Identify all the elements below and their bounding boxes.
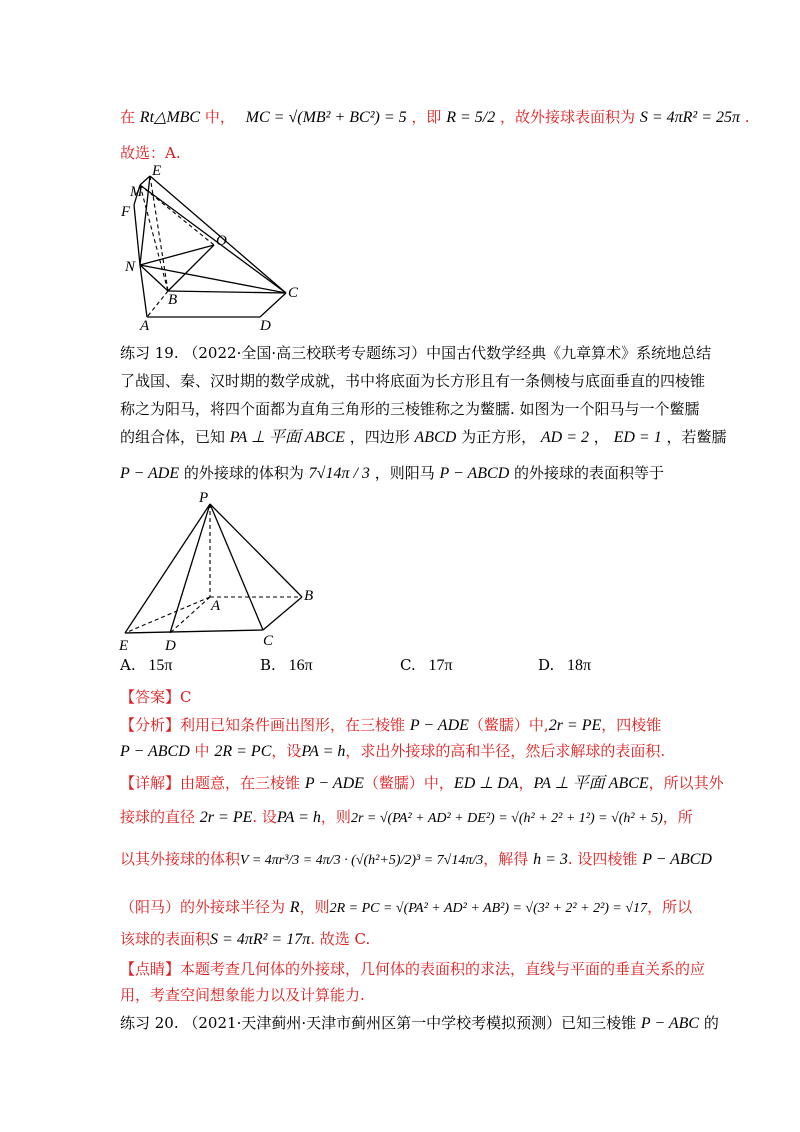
option-c[interactable] — [400, 656, 453, 675]
option-b[interactable] — [260, 656, 313, 675]
text: 为正方形， — [461, 428, 537, 446]
text: 中 — [194, 742, 210, 760]
q19-line-3: 称之为阳马，将四个面都为直角三角形的三棱锥称之为鳖臑. 如图为一个阳马与一个鳖臑 — [120, 400, 700, 418]
text: . 设 — [252, 808, 277, 826]
text: ，则 — [320, 808, 351, 826]
q19-line-5 — [120, 462, 664, 485]
option-label: B. — [260, 656, 276, 674]
math: h = 3 — [533, 851, 568, 868]
detail-line-4 — [120, 896, 692, 920]
figure-1-geometry — [110, 165, 310, 335]
label-f: F — [121, 204, 131, 220]
analysis-tag: 【分析】 — [120, 716, 181, 734]
detail-line-1 — [120, 772, 724, 795]
text: 以其外接球的体积 — [120, 850, 241, 868]
text: ，所 — [662, 808, 693, 826]
text: ， — [593, 428, 609, 446]
comment-line-2: 用，考查空间想象能力以及计算能力. — [120, 986, 365, 1004]
text: ，设 — [271, 742, 302, 760]
math-rt-mbc: Rt△MBC — [139, 109, 201, 126]
q19-line-1: 练习 19. （2022·全国·高三校联考专题练习）中国古代数学经典《九章算术》系统地总结 — [120, 344, 712, 362]
text: 由题意，在三棱锥 — [180, 774, 301, 792]
text: ，四边形 — [349, 428, 410, 446]
text: ，则 — [299, 898, 330, 916]
math: AD = 2 — [540, 429, 589, 446]
text: 的外接球的表面积等于 — [514, 464, 665, 482]
label-c: C — [263, 633, 274, 649]
math: PA = h — [276, 809, 321, 826]
label-b: B — [168, 292, 178, 308]
label-m: M — [130, 184, 143, 200]
label-d: D — [165, 638, 176, 654]
math: 2r = PE — [199, 809, 253, 826]
math: P − ADE — [120, 465, 180, 482]
text: 的组合体，已知 — [120, 428, 226, 446]
text: （鳖臑）中, — [468, 716, 549, 734]
option-value: 17π — [428, 657, 453, 674]
math: R — [289, 899, 300, 916]
comment-tag: 【点睛】 — [120, 960, 181, 978]
text: . 设四棱锥 — [567, 850, 638, 868]
option-label: C. — [400, 656, 416, 674]
option-d[interactable] — [538, 656, 591, 675]
math-mc: MC = √(MB² + BC²) = 5 — [245, 109, 407, 126]
text: . — [744, 108, 750, 126]
option-value: 15π — [148, 657, 173, 674]
math-volume: 7√14π / 3 — [308, 465, 370, 482]
text: 该球的表面积 — [120, 930, 211, 948]
q19-line-4 — [120, 426, 727, 449]
label-a: A — [211, 598, 221, 614]
math-volume: V = 4πr³/3 = 4π/3 · (√(h²+5)/2)³ = 7√14π/3 — [240, 853, 484, 868]
math: ED ⊥ DA — [453, 775, 519, 792]
option-value: 18π — [567, 657, 592, 674]
q19-line-2: 了战国、秦、汉时期的数学成就，书中将底面为长方形且有一条侧棱与底面垂直的四棱锥 — [120, 372, 706, 390]
option-a[interactable] — [120, 656, 172, 675]
choice-line: 故选：A. — [120, 144, 181, 162]
text: ，故外接球表面积为 — [500, 108, 636, 126]
text: 的外接球的体积为 — [183, 464, 304, 482]
analysis-line-2 — [120, 740, 665, 763]
detail-tag: 【详解】 — [120, 774, 181, 792]
detail-line-2 — [120, 806, 693, 830]
label-n: N — [125, 259, 136, 275]
answer-value: C — [180, 688, 192, 706]
answer-tag: 【答案】 — [120, 688, 181, 706]
math: ABCD — [414, 429, 457, 446]
text: ， — [518, 774, 534, 792]
label-e: E — [152, 165, 162, 179]
text: ，即 — [411, 108, 442, 126]
text: ，求出外接球的高和半径，然后求解球的表面积. — [345, 742, 666, 760]
answer-line — [120, 686, 192, 708]
math: PA ⊥ 平面 ABCE — [229, 429, 345, 446]
label-d: D — [260, 318, 271, 334]
label-a: A — [140, 318, 150, 334]
math: 2r = PE — [548, 717, 602, 734]
solution-line-1 — [120, 106, 750, 129]
text: ，四棱锥 — [601, 716, 662, 734]
q20-line-1 — [120, 1012, 719, 1035]
math: PA ⊥ 平面 ABCE — [533, 775, 649, 792]
math: P − ADE — [304, 775, 364, 792]
label-c: C — [288, 285, 299, 301]
text: （鳖臑）中， — [363, 774, 454, 792]
math: P − ADE — [409, 717, 469, 734]
label-o: O — [216, 233, 227, 249]
math: PA = h — [301, 743, 346, 760]
option-value: 16π — [288, 657, 313, 674]
math: P − ABCD — [642, 851, 712, 868]
text: 练习 20. （2021·天津蓟州·天津市蓟州区第一中学校考模拟预测）已知三棱锥 — [120, 1014, 637, 1032]
text: 本题考查几何体的外接球，几何体的表面积的求法，直线与平面的垂直关系的应 — [180, 960, 706, 978]
math: S = 4πR² = 17π — [210, 931, 311, 948]
math-radius: 2R = PC = √(PA² + AD² + AB²) = √(3² + 2² + 2²) = √17 — [329, 901, 648, 916]
math-s: S = 4πR² = 25π — [639, 109, 741, 126]
text: 在 — [120, 108, 136, 126]
math-r: R = 5/2 — [446, 109, 496, 126]
text: . 故选 C. — [310, 930, 371, 948]
text: ，所以其外 — [648, 774, 724, 792]
analysis-line-1 — [120, 714, 661, 737]
text: ，则阳马 — [374, 464, 435, 482]
text: （阳马）的外接球半径为 — [120, 898, 286, 916]
text: ，所以 — [647, 898, 693, 916]
text: 利用已知条件画出图形，在三棱锥 — [180, 716, 406, 734]
math: ED = 1 — [613, 429, 662, 446]
label-p: P — [199, 490, 209, 506]
math: P − ABCD — [439, 465, 510, 482]
math: P − ABC — [640, 1015, 700, 1032]
text: 的 — [703, 1014, 719, 1032]
figure-2-pyramid — [115, 490, 325, 655]
label-e: E — [119, 638, 129, 654]
math-diameter: 2r = √(PA² + AD² + DE²) = √(h² + 2² + 1²) = √(h² + 5) — [350, 811, 663, 826]
option-label: A. — [120, 656, 136, 674]
option-label: D. — [538, 656, 555, 674]
math: P − ABCD — [120, 743, 190, 760]
text: 中， — [204, 108, 235, 126]
text: ，解得 — [483, 850, 529, 868]
math: 2R = PC — [214, 743, 272, 760]
text: ，若鳖臑 — [666, 428, 727, 446]
detail-line-3 — [120, 848, 712, 872]
detail-line-5 — [120, 928, 370, 951]
text: 接球的直径 — [120, 808, 196, 826]
label-b: B — [304, 588, 314, 604]
comment-line-1 — [120, 958, 705, 980]
